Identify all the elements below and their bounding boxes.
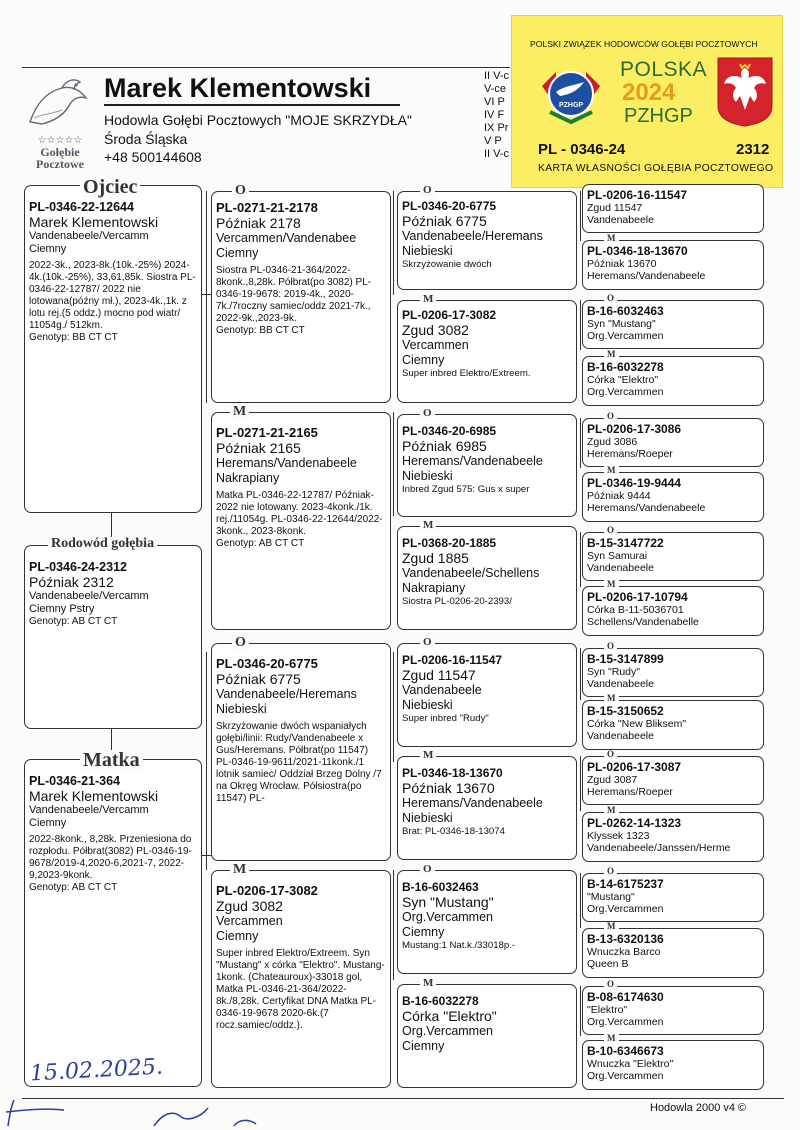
gen3-color: Ciemny: [402, 925, 445, 939]
gen3-name: Późniak 6775: [402, 213, 487, 229]
gen3-line: Vandenabeele/Heremans: [402, 229, 543, 243]
gen4-sex-label: O: [604, 526, 617, 535]
card-country: POLSKA: [620, 58, 708, 81]
handwritten-date: 15.02.2025.: [29, 1054, 164, 1087]
gen2-color: Niebieski: [216, 702, 267, 716]
gen3-note: Super inbred "Rudy": [402, 713, 489, 724]
gen3-ring: B-16-6032463: [402, 880, 479, 894]
gen4-name: Zgud 11547: [587, 202, 643, 214]
gen2-card: [211, 643, 391, 861]
father-name: Marek Klementowski: [29, 214, 159, 230]
gen4-card: [582, 928, 764, 978]
gen4-ring: B-15-3150652: [587, 704, 664, 718]
breeder-phone: +48 500144608: [104, 149, 202, 165]
gen4-sex-label: O: [604, 642, 617, 651]
gen4-ring: B-15-3147899: [587, 652, 664, 666]
gen4-name: "Elektro": [587, 1004, 628, 1016]
gen4-name: Klyssek 1323: [587, 830, 650, 842]
side-result: II V-c: [484, 148, 510, 160]
gen3-name: Syn "Mustang": [402, 894, 494, 910]
gen3-sex-label: O: [420, 637, 435, 648]
gen3-line: Heremans/Vandenabeele: [402, 454, 543, 468]
gen4-card: [582, 873, 764, 922]
gen3-name: Zgud 1885: [402, 550, 469, 566]
mother-genotype: Genotyp: AB CT CT: [29, 882, 118, 893]
gen4-name: Córka "Elektro": [587, 374, 659, 386]
gen4-ring: PL-0262-14-1323: [587, 816, 682, 830]
gen2-color: Nakrapiany: [216, 471, 280, 485]
side-result: V P: [484, 135, 502, 147]
gen3-color: Nakrapiany: [402, 581, 466, 595]
gen3-ring: B-16-6032278: [402, 994, 479, 1008]
breeder-city: Środa Śląska: [104, 131, 188, 147]
gen3-color: Ciemny: [402, 353, 445, 367]
loft-name: Hodowla Gołębi Pocztowych "MOJE SKRZYDŁA": [104, 112, 412, 128]
gen4-ring: B-08-6174630: [587, 990, 664, 1004]
gen4-card: [582, 300, 764, 349]
gen2-sex-label: O: [232, 184, 249, 198]
gen2-line: Vercammen: [216, 914, 283, 928]
gen4-sex-label: M: [604, 922, 619, 931]
gen2-sex-label: M: [230, 863, 249, 877]
gen2-name: Późniak 2178: [216, 215, 301, 231]
logo-text-line1: Gołębie: [40, 145, 80, 159]
gen4-line: Org.Vercammen: [587, 903, 664, 915]
mother-notes: 2022-8konk., 8,28k. Przeniesiona do rozpłodu. Półbrat(3082) PL-0346-19-9678/2019-4,2020-6,2021-7, 2022-9,2023-9konk.: [29, 834, 192, 881]
gen3-ring: PL-0206-16-11547: [402, 653, 503, 667]
gen3-name: Córka "Elektro": [402, 1008, 497, 1024]
father-genotype: Genotyp: BB CT CT: [29, 332, 118, 343]
connector: [580, 648, 581, 700]
pzhgp-emblem: [536, 56, 606, 126]
gen2-notes: Matka PL-0346-22-12787/ Późniak-2022 nie lotowany. 2023-4konk./1k. rej./11054g. PL-0346-22-12644/2022-3konk., 2023-8konk.: [216, 490, 383, 537]
software-credit: Hodowla 2000 v4 ©: [650, 1102, 747, 1114]
gen2-card: [211, 870, 391, 1088]
gen4-sex-label: M: [604, 694, 619, 703]
gen3-card: [397, 984, 577, 1088]
gen3-color: Niebieski: [402, 469, 453, 483]
gen3-ring: PL-0346-18-13670: [402, 766, 503, 780]
gen4-line: Vandenabeele: [587, 730, 654, 742]
gen3-color: Niebieski: [402, 244, 453, 258]
father-label: Ojciec: [80, 177, 140, 197]
gen4-line: Vandenabeele/Janssen/Herme: [587, 842, 731, 854]
bird-genotype: Genotyp: AB CT CT: [29, 616, 118, 627]
gen4-name: Syn "Mustang": [587, 318, 656, 330]
gen4-sex-label: M: [604, 234, 619, 243]
connector: [580, 532, 581, 587]
card-year: 2024: [622, 79, 676, 106]
mother-color: Ciemny: [29, 817, 67, 829]
bird-card: [24, 545, 202, 729]
gen4-line: Heremans/Vandenabeele: [587, 270, 706, 282]
gen4-card: [582, 700, 764, 750]
gen3-sex-label: O: [420, 408, 435, 419]
gen2-name: Późniak 2165: [216, 440, 301, 456]
connector: [580, 300, 581, 350]
connector: [393, 652, 394, 762]
gen2-sex-label: O: [232, 636, 249, 650]
gen3-color: Ciemny: [402, 1039, 445, 1053]
gen4-line: Heremans/Vandenabeele: [587, 502, 706, 514]
gen2-genotype: Genotyp: AB CT CT: [216, 538, 305, 549]
card-org: PZHGP: [624, 105, 693, 127]
gen4-sex-label: M: [604, 466, 619, 475]
gen3-card: [397, 526, 577, 630]
gen2-color: Ciemny: [216, 246, 259, 260]
gen4-ring: B-16-6032278: [587, 360, 664, 374]
gen3-line: Vandenabeele: [402, 683, 482, 697]
gen4-name: Wnuczka "Elektro": [587, 1058, 674, 1070]
gen3-name: Późniak 6985: [402, 438, 487, 454]
gen4-sex-label: M: [604, 806, 619, 815]
breeder-name: Marek Klementowski: [104, 73, 372, 103]
bird-ring: PL-0346-24-2312: [29, 560, 127, 574]
gen2-ring: PL-0271-21-2178: [216, 200, 318, 215]
gen4-card: [582, 812, 764, 862]
gen4-name: Córka B-11-5036701: [587, 604, 684, 616]
gen3-name: Późniak 13670: [402, 780, 495, 796]
gen4-ring: PL-0206-17-3086: [587, 422, 682, 436]
connector: [206, 652, 207, 870]
gen3-sex-label: M: [420, 978, 436, 989]
gen4-card: [582, 986, 764, 1035]
gen3-sex-label: M: [420, 294, 436, 305]
gen4-name: "Mustang": [587, 891, 635, 903]
father-ring: PL-0346-22-12644: [29, 200, 134, 214]
gen4-line: Org.Vercammen: [587, 330, 664, 342]
gen2-ring: PL-0206-17-3082: [216, 883, 318, 898]
gen2-notes: Skrzyżowanie dwóch wspaniałych gołębi/linii: Rudy/Vandenabeele x Gus/Heremans. Półbrat(po 11547) PL-0346-19-9611/2021-11konk./1 lotnik samiec/ Oddział Brzeg Dolny /7 na Okręg Wrocław. Półsiostra(po 11547) PL-: [216, 721, 382, 804]
gen4-name: Wnuczka Barco: [587, 946, 661, 958]
gen4-card: [582, 240, 764, 290]
connector: [393, 870, 394, 980]
gen3-sex-label: M: [420, 750, 436, 761]
gen3-card: [397, 414, 577, 517]
connector: [580, 418, 581, 468]
father-line: Vandenabeele/Vercamm: [29, 230, 149, 242]
mother-line: Vandenabeele/Vercamm: [29, 804, 149, 816]
gen4-ring: B-16-6032463: [587, 304, 664, 318]
gen3-sex-label: O: [420, 864, 435, 875]
gen4-sex-label: M: [604, 580, 619, 589]
gen3-ring: PL-0346-20-6775: [402, 199, 497, 213]
gen3-ring: PL-0206-17-3082: [402, 308, 497, 322]
gen2-genotype: Genotyp: BB CT CT: [216, 325, 305, 336]
gen2-card: [211, 412, 391, 630]
polish-eagle-icon: [716, 56, 774, 128]
gen4-name: Późniak 9444: [587, 490, 651, 502]
gen4-sex-label: O: [604, 867, 617, 876]
gen3-line: Org.Vercammen: [402, 910, 494, 924]
gen3-name: Zgud 3082: [402, 322, 469, 338]
logo: [22, 74, 98, 171]
handwritten-signature: [4, 1098, 304, 1128]
connector: [580, 191, 581, 241]
gen3-card: [397, 643, 577, 747]
connector: [580, 756, 581, 811]
gen4-ring: PL-0206-17-10794: [587, 590, 688, 604]
mother-card: [24, 759, 202, 1087]
ownership-card: [511, 15, 783, 188]
gen3-sex-label: O: [420, 185, 435, 196]
gen4-sex-label: O: [604, 412, 617, 421]
gen2-ring: PL-0346-20-6775: [216, 656, 318, 671]
logo-stars: ☆☆☆☆☆: [37, 135, 83, 146]
pigeon-logo-icon: [22, 74, 98, 130]
gen4-sex-label: O: [604, 750, 617, 759]
mother-ring: PL-0346-21-364: [29, 774, 121, 788]
gen4-card: [582, 356, 764, 406]
gen3-card: [397, 756, 577, 860]
gen3-note: Super inbred Elektro/Extreem.: [402, 368, 531, 379]
connector: [393, 191, 394, 295]
gen4-line: Schellens/Vandenabelle: [587, 616, 699, 628]
gen3-line: Org.Vercammen: [402, 1024, 494, 1038]
gen2-line: Vandenabeele/Heremans: [216, 687, 357, 701]
name-underline: [104, 104, 400, 106]
gen4-ring: B-13-6320136: [587, 932, 664, 946]
side-result: IX Pr: [484, 122, 509, 134]
gen3-note: Brat: PL-0346-18-13074: [402, 826, 505, 837]
gen2-notes: Siostra PL-0346-21-364/2022-8konk.,8,28k. Półbrat(po 3082) PL-0346-19-9678: 2019-4k., 2020-7k./7roczny samiec/oddz 2021-7k., 2022-9k.,2023-9k.: [216, 265, 372, 324]
side-result: II V-c: [484, 70, 510, 82]
gen4-name: Zgud 3086: [587, 436, 638, 448]
gen4-sex-label: M: [604, 350, 619, 359]
pedigree-label: Rodowód gołębia: [48, 537, 157, 551]
gen3-note: Skrzyżowanie dwóch: [402, 259, 492, 270]
gen4-line: Vandenabeele: [587, 678, 654, 690]
gen4-ring: PL-0346-19-9444: [587, 476, 682, 490]
gen4-ring: PL-0206-17-3087: [587, 760, 682, 774]
gen2-sex-label: M: [230, 405, 249, 419]
gen4-card: [582, 648, 764, 697]
father-color: Ciemny: [29, 243, 67, 255]
gen4-card: [582, 756, 764, 805]
side-result: IV F: [484, 109, 505, 121]
gen3-line: Vandenabeele/Schellens: [402, 566, 540, 580]
gen3-note: Inbred Zgud 575: Gus x super: [402, 484, 530, 495]
connector: [393, 412, 394, 516]
bird-line: Vandenabeele/Vercamm: [29, 590, 149, 602]
gen3-name: Zgud 11547: [402, 667, 476, 683]
gen4-line: Queen B: [587, 958, 629, 970]
logo-text-line2: Pocztowe: [36, 157, 84, 171]
gen4-name: Zgud 3087: [587, 774, 638, 786]
connector: [580, 986, 581, 1036]
gen3-card: [397, 191, 577, 290]
mother-label: Matka: [80, 750, 143, 770]
gen4-sex-label: O: [604, 294, 617, 303]
gen3-card: [397, 300, 577, 403]
gen2-name: Zgud 3082: [216, 898, 283, 914]
gen3-note: Siostra PL-0206-20-2393/: [402, 596, 512, 607]
gen4-ring: B-14-6175237: [587, 877, 664, 891]
bird-name: Późniak 2312: [29, 574, 114, 590]
card-association: POLSKI ZWIĄZEK HODOWCÓW GOŁĘBI POCZTOWYCH: [530, 39, 758, 49]
gen4-card: [582, 472, 764, 522]
gen4-line: Vandenabeele: [587, 214, 654, 226]
gen4-card: [582, 418, 764, 467]
gen4-card: [582, 1040, 764, 1090]
gen4-line: Org.Vercammen: [587, 386, 664, 398]
gen4-sex-label: M: [604, 1034, 619, 1043]
gen2-color: Ciemny: [216, 929, 259, 943]
gen2-name: Późniak 6775: [216, 671, 301, 687]
gen4-card: [582, 586, 764, 636]
gen3-color: Niebieski: [402, 698, 453, 712]
gen4-ring: PL-0346-18-13670: [587, 244, 688, 258]
gen3-line: Heremans/Vandenabeele: [402, 796, 543, 810]
gen3-sex-label: M: [420, 520, 436, 531]
gen2-ring: PL-0271-21-2165: [216, 425, 318, 440]
gen4-ring: B-15-3147722: [587, 536, 664, 550]
gen4-line: Org.Vercammen: [587, 1070, 664, 1082]
card-caption: KARTA WŁASNOŚCI GOŁĘBIA POCZTOWEGO: [538, 163, 774, 174]
gen4-line: Vandenabeele: [587, 562, 654, 574]
father-card: [24, 185, 202, 513]
father-notes: 2022-3k., 2023-8k.(10k.-25%) 2024-4k.(10k.-25%), 33,61,85k. Siostra PL-0346-22-12787/ 2022 nie lotowana(późny mł.), 2023-4k.,1k. z lotu rej.(5 oddz.) mocno pod wiatr/ 11054g./ 512km.: [29, 260, 196, 331]
gen4-line: Heremans/Roeper: [587, 786, 673, 798]
side-result: V-ce: [484, 83, 507, 95]
card-number: 2312: [736, 141, 770, 158]
gen3-ring: PL-0346-20-6985: [402, 424, 497, 438]
gen4-line: Org.Vercammen: [587, 1016, 664, 1028]
bird-color: Ciemny Pstry: [29, 603, 95, 615]
gen3-ring: PL-0368-20-1885: [402, 536, 497, 550]
side-results: [484, 70, 514, 161]
gen3-line: Vercammen: [402, 338, 469, 352]
gen4-line: Heremans/Roeper: [587, 448, 673, 460]
gen2-card: [211, 191, 391, 403]
gen2-line: Heremans/Vandenabeele: [216, 456, 357, 470]
gen4-name: Syn "Rudy": [587, 666, 640, 678]
header-rule: [22, 67, 510, 68]
polish-eagle-emblem: [716, 56, 774, 128]
gen3-color: Niebieski: [402, 811, 453, 825]
gen3-card: [397, 870, 577, 974]
mother-name: Marek Klementowski: [29, 788, 159, 804]
gen4-card: [582, 532, 764, 581]
gen4-sex-label: O: [604, 980, 617, 989]
side-result: VI P: [484, 96, 505, 108]
emblem-text: PZHGP: [558, 102, 584, 109]
gen4-name: Późniak 13670: [587, 258, 657, 270]
connector: [580, 873, 581, 928]
gen4-card: [582, 184, 764, 233]
gen4-ring: B-10-6346673: [587, 1044, 664, 1058]
gen4-name: Syn Samurai: [587, 550, 648, 562]
gen2-notes: Super inbred Elektro/Extreem. Syn "Mustang" x córka "Elektro". Mustang-1konk. (Chateauroux)-33018 gol, Matka PL-0346-21-364/2022-8k./8,28k. Certyfikat DNA Matka PL-0346-19-9678 2020-6k.(7 rocz.samiec/oddz.).: [216, 948, 385, 1031]
card-ring: PL - 0346-24: [538, 141, 626, 158]
pzhgp-emblem-icon: [536, 56, 606, 126]
connector: [206, 191, 207, 403]
gen4-ring: PL-0206-16-11547: [587, 188, 688, 202]
gen4-name: Córka "New Bliksem": [587, 718, 687, 730]
gen2-line: Vercammen/Vandenabee: [216, 231, 357, 245]
gen3-note: Mustang:1 Nat.k./33018p.-: [402, 940, 516, 951]
